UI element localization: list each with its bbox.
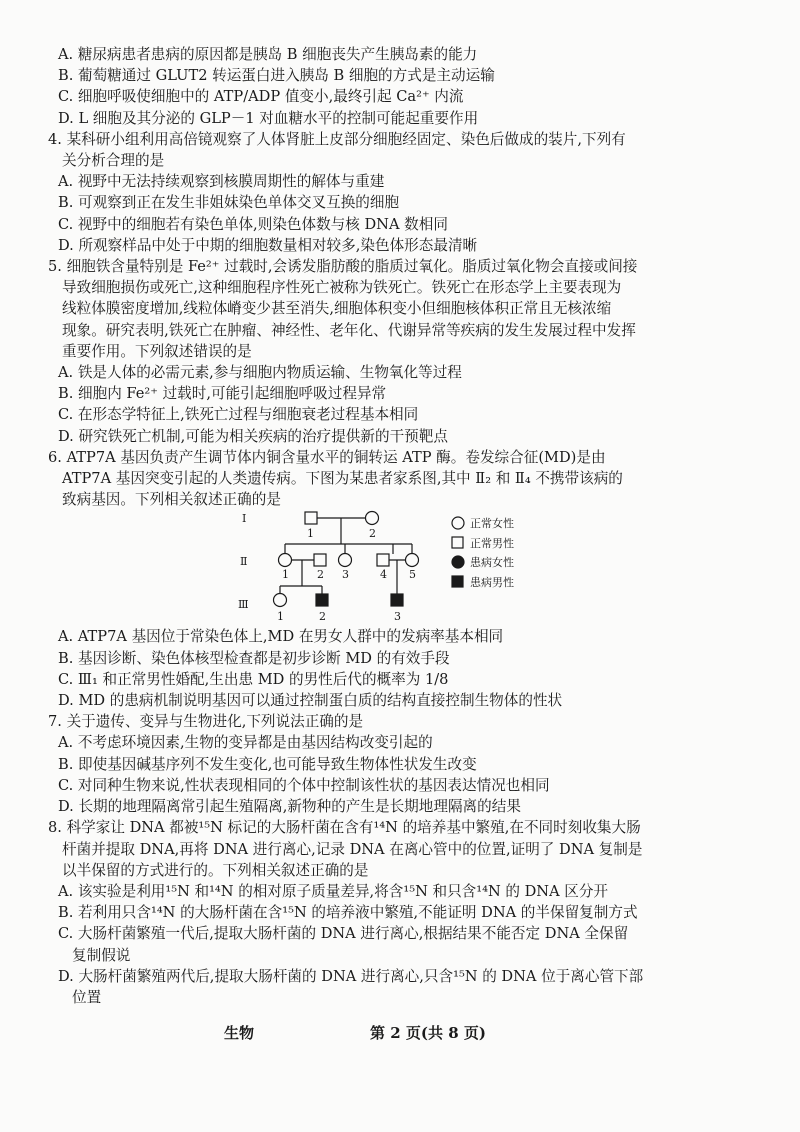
option-6d: D. MD 的患病机制说明基因可以通过控制蛋白质的结构直接控制生物体的性状 [58,692,563,710]
option-3a: A. 糖尿病患者患病的原因都是胰岛 B 细胞丧失产生胰岛素的能力 [58,46,478,63]
pedigree-number: 1 [307,527,314,541]
question-4-stem-cont: 关分析合理的是 [62,152,165,170]
generation-label-1: Ⅰ [242,512,247,526]
pedigree-number: 1 [277,610,284,624]
option-6b: B. 基因诊断、染色体核型检查都是初步诊断 MD 的有效手段 [58,649,450,667]
pedigree-figure [48,510,754,626]
generation-label-3: Ⅲ [238,598,249,612]
pedigree-iii2-affected-male [316,594,328,606]
pedigree-number: 2 [317,568,324,582]
question-5-stem: 5. 细胞铁含量特别是 Fe²⁺ 过载时,会诱发脂肪酸的脂质过氧化。脂质过氧化物会直接或间接 [48,258,638,276]
pedigree-number: 1 [282,568,289,582]
question-5-stem-cont: 重要作用。下列叙述错误的是 [62,342,252,360]
question-4-stem: 4. 某科研小组利用高倍镜观察了人体肾脏上皮部分细胞经固定、染色后做成的装片,下列有 [48,130,626,148]
option-5a: A. 铁是人体的必需元素,参与细胞内物质运输、生物氧化等过程 [58,364,462,382]
question-5-stem-cont: 线粒体膜密度增加,线粒体嵴变少甚至消失,细胞体积变小但细胞核体积正常且无核浓缩 [62,300,612,318]
option-6c: C. Ⅲ₁ 和正常男性婚配,生出患 MD 的男性后代的概率为 1/8 [58,670,449,688]
question-6-stem-cont: 致病基因。下列相关叙述正确的是 [62,491,281,509]
question-8-stem: 8. 科学家让 DNA 都被¹⁵N 标记的大肠杆菌在含有¹⁴N 的培养基中繁殖,在不同时刻收集大肠 [48,819,641,837]
option-4d: D. 所观察样品中处于中期的细胞数量相对较多,染色体形态最清晰 [58,236,478,254]
question-8-stem-cont: 以半保留的方式进行的。下列相关叙述正确的是 [62,861,369,879]
legend-normal-female-icon [452,517,464,529]
question-8 [48,817,754,1008]
legend-normal-male-icon [452,537,463,548]
pedigree-ii4-normal-male [377,554,389,566]
question-4 [48,129,754,256]
pedigree-number: 4 [380,568,387,582]
legend-label: 正常男性 [470,537,514,551]
option-7b: B. 即使基因碱基序列不发生变化,也可能导致生物体性状发生改变 [58,755,477,773]
option-8a: A. 该实验是利用¹⁵N 和¹⁴N 的相对原子质量差异,将含¹⁵N 和只含¹⁴N 的 DNA 区分开 [58,882,609,900]
option-8c-cont: 复制假说 [72,946,131,964]
legend-label: 患病男性 [470,576,514,590]
option-7a: A. 不考虑环境因素,生物的变异都是由基因结构改变引起的 [58,734,433,752]
option-8b: B. 若利用只含¹⁴N 的大肠杆菌在含¹⁵N 的培养液中繁殖,不能证明 DNA 的半保留复制方式 [58,904,638,922]
legend-label: 正常女性 [470,517,514,531]
pedigree-number: 2 [369,527,376,541]
option-4a: A. 视野中无法持续观察到核膜周期性的解体与重建 [58,173,385,191]
pedigree-iii3-affected-male [391,594,403,606]
question-7 [48,711,754,817]
question-5-stem-cont: 现象。研究表明,铁死亡在肿瘤、神经性、老年化、代谢异常等疾病的发生发展过程中发挥 [62,321,636,339]
question-6 [48,447,754,711]
question-6-stem-cont: ATP7A 基因突变引起的人类遗传病。下图为某患者家系图,其中 Ⅱ₂ 和 Ⅱ₄ 不携带该病的 [62,470,623,488]
option-7d: D. 长期的地理隔离常引起生殖隔离,新物种的产生是长期地理隔离的结果 [58,798,521,816]
pedigree-number: 3 [342,568,349,582]
option-5b: B. 细胞内 Fe²⁺ 过载时,可能引起细胞呼吸过程异常 [58,385,387,403]
question-3-options [48,44,754,129]
pedigree-i2-normal-female [366,512,379,525]
question-6-stem: 6. ATP7A 基因负责产生调节体内铜含量水平的铜转运 ATP 酶。卷发综合征(MD)是由 [48,448,606,466]
question-5 [48,256,754,447]
option-3d: D. L 细胞及其分泌的 GLP－1 对血糖水平的控制可能起重要作用 [58,109,479,127]
option-8d: D. 大肠杆菌繁殖两代后,提取大肠杆菌的 DNA 进行离心,只含¹⁵N 的 DNA 位于离心管下部 [58,967,644,985]
pedigree-chart [230,510,570,626]
option-8d-cont: 位置 [72,988,102,1006]
option-6a: A. ATP7A 基因位于常染色体上,MD 在男女人群中的发病率基本相同 [58,628,504,646]
option-7c: C. 对同种生物来说,性状表现相同的个体中控制该性状的基因表达情况也相同 [58,776,550,794]
option-5c: C. 在形态学特征上,铁死亡过程与细胞衰老过程基本相同 [58,406,419,424]
option-4b: B. 可观察到正在发生非姐妹染色单体交叉互换的细胞 [58,194,400,212]
question-7-stem: 7. 关于遗传、变异与生物进化,下列说法正确的是 [48,713,364,731]
option-3c: C. 细胞呼吸使细胞中的 ATP/ADP 值变小,最终引起 Ca²⁺ 内流 [58,88,464,106]
question-8-stem-cont: 杆菌并提取 DNA,再将 DNA 进行离心,记录 DNA 在离心管中的位置,证明了 DNA 复制是 [62,840,643,858]
exam-page [48,44,754,1008]
pedigree-ii5-normal-female [406,554,419,567]
pedigree-i1-normal-male [305,512,317,524]
footer-subject: 生物 [224,1024,255,1042]
option-5d: D. 研究铁死亡机制,可能为相关疾病的治疗提供新的干预靶点 [58,427,448,445]
option-3b: B. 葡萄糖通过 GLUT2 转运蛋白进入胰岛 B 细胞的方式是主动运输 [58,67,495,85]
footer-page-number: 第 2 页(共 8 页) [370,1024,486,1042]
pedigree-ii3-normal-female [339,554,352,567]
pedigree-iii1-normal-female [274,594,287,607]
legend-affected-male-icon [452,576,463,587]
pedigree-ii2-normal-male [314,554,326,566]
legend-affected-female-icon [452,556,464,568]
pedigree-number: 2 [319,610,326,624]
pedigree-number: 5 [409,568,416,582]
pedigree-ii1-normal-female [279,554,292,567]
generation-label-2: Ⅱ [240,555,248,569]
option-4c: C. 视野中的细胞若有染色单体,则染色体数与核 DNA 数相同 [58,215,448,233]
pedigree-number: 3 [394,610,401,624]
option-8c: C. 大肠杆菌繁殖一代后,提取大肠杆菌的 DNA 进行离心,根据结果不能否定 DNA 全保留 [58,925,629,943]
question-5-stem-cont: 导致细胞损伤或死亡,这种细胞程序性死亡被称为铁死亡。铁死亡在形态学上主要表现为 [62,279,622,297]
legend-label: 患病女性 [470,556,514,570]
